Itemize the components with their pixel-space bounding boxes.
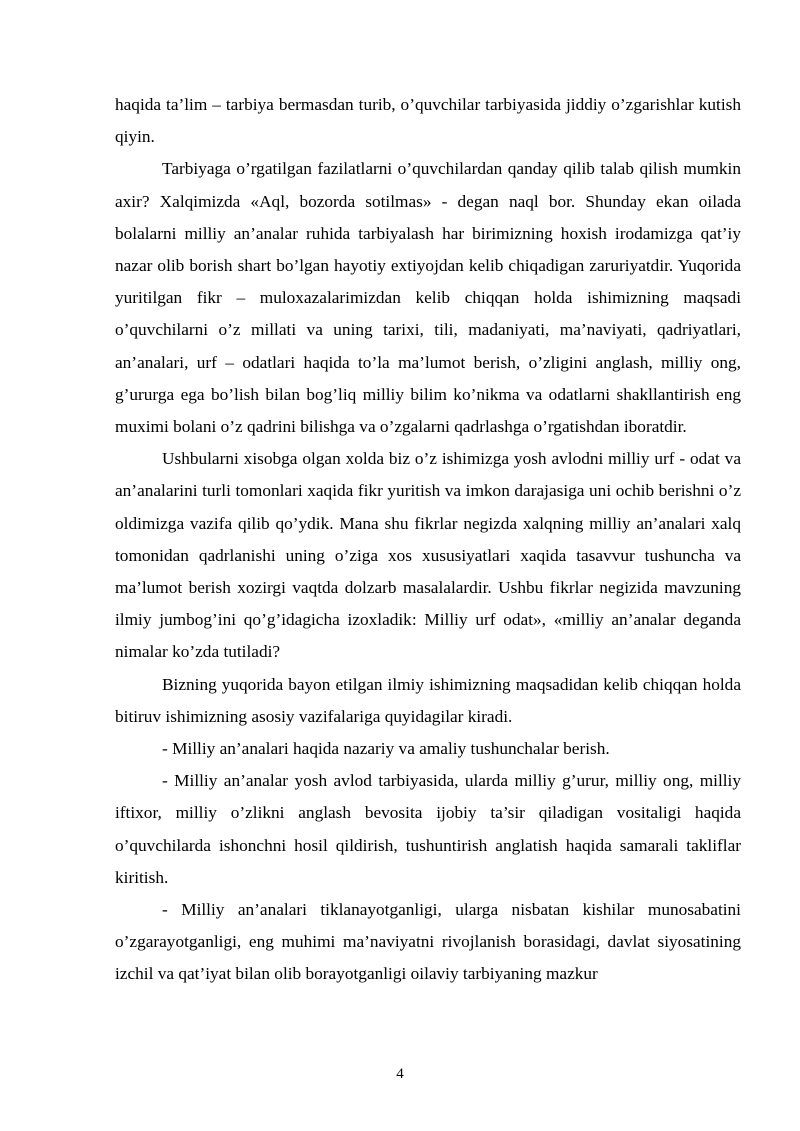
- list-item-2: - Milliy an’analar yosh avlod tarbiyasida, ularda milliy g’urur, milliy ong, milliy iftixor, milliy o’zlikni anglash bevosita ijobiy ta’sir qiladigan vositaligi haqida o’quvchilarda ishonchni hosil qildirish, tushuntirish anglatish haqida samarali takliflar kiritish.: [115, 771, 741, 887]
- paragraph-4: Bizning yuqorida bayon etilgan ilmiy ishimizning maqsadidan kelib chiqqan holda bitiruv ishimizning asosiy vazifalariga quyidagilar kiradi.: [115, 674, 741, 726]
- page-number: 4: [396, 1066, 404, 1082]
- list-item-1: - Milliy an’analari haqida nazariy va amaliy tushunchalar berish.: [162, 739, 610, 759]
- paragraph-1: haqida ta’lim – tarbiya bermasdan turib, o’quvchilar tarbiyasida jiddiy o’zgarishlar kutish qiyin.: [115, 95, 741, 147]
- paragraph-3: Ushbularni xisobga olgan xolda biz o’z ishimizga yosh avlodni milliy urf - odat va an’analarini turli tomonlari xaqida fikr yuritish va imkon darajasiga uni ochib berishni o’z oldimizga vazifa qilib qo’ydik. Mana shu fikrlar negizda xalqning milliy an’analari xalq tomonidan qadrlanishi uning o’ziga xos xususiyatlari xaqida tasavvur tushuncha va ma’lumot berish xozirgi vaqtda dolzarb masalalardir. Ushbu fikrlar negizida mavzuning ilmiy jumbog’ini qo’g’idagicha izoxladik: Milliy urf odat», «milliy an’analar deganda nimalar ko’zda tutiladi?: [115, 449, 741, 662]
- list-item-3: - Milliy an’analari tiklanayotganligi, ularga nisbatan kishilar munosabatini o’zgarayotganligi, eng muhimi ma’naviyatni rivojlanish borasidagi, davlat siyosatining izchil va qat’iyat bilan olib borayotganligi oilaviy tarbiyaning mazkur: [115, 900, 741, 984]
- paragraph-2: Tarbiyaga o’rgatilgan fazilatlarni o’quvchilardan qanday qilib talab qilish mumkin axir? Xalqimizda «Aql, bozorda sotilmas» - degan naql bor. Shunday ekan oilada bolalarni milliy an’analar ruhida tarbiyalash har birimizning hoxish irodamizga qat’iy nazar olib borish shart bo’lgan hayotiy extiyojdan kelib chiqadigan zaruriyatdir. Yuqorida yuritilgan fikr – muloxazalarimizdan kelib chiqqan holda ishimizning maqsadi o’quvchilarni o’z millati va uning tarixi, tili, madaniyati, ma’naviyati, qadriyatlari, an’analari, urf – odatlari haqida to’la ma’lumot berish, o’zligini anglash, milliy ong, g’ururga ega bo’lish bilan bog’liq milliy bilim ko’nikma va odatlarni shakllantirish eng muximi bolani o’z qadrini bilishga va o’zgalarni qadrlashga o’rgatishdan iboratdir.: [115, 159, 741, 437]
- document-body: [115, 89, 741, 991]
